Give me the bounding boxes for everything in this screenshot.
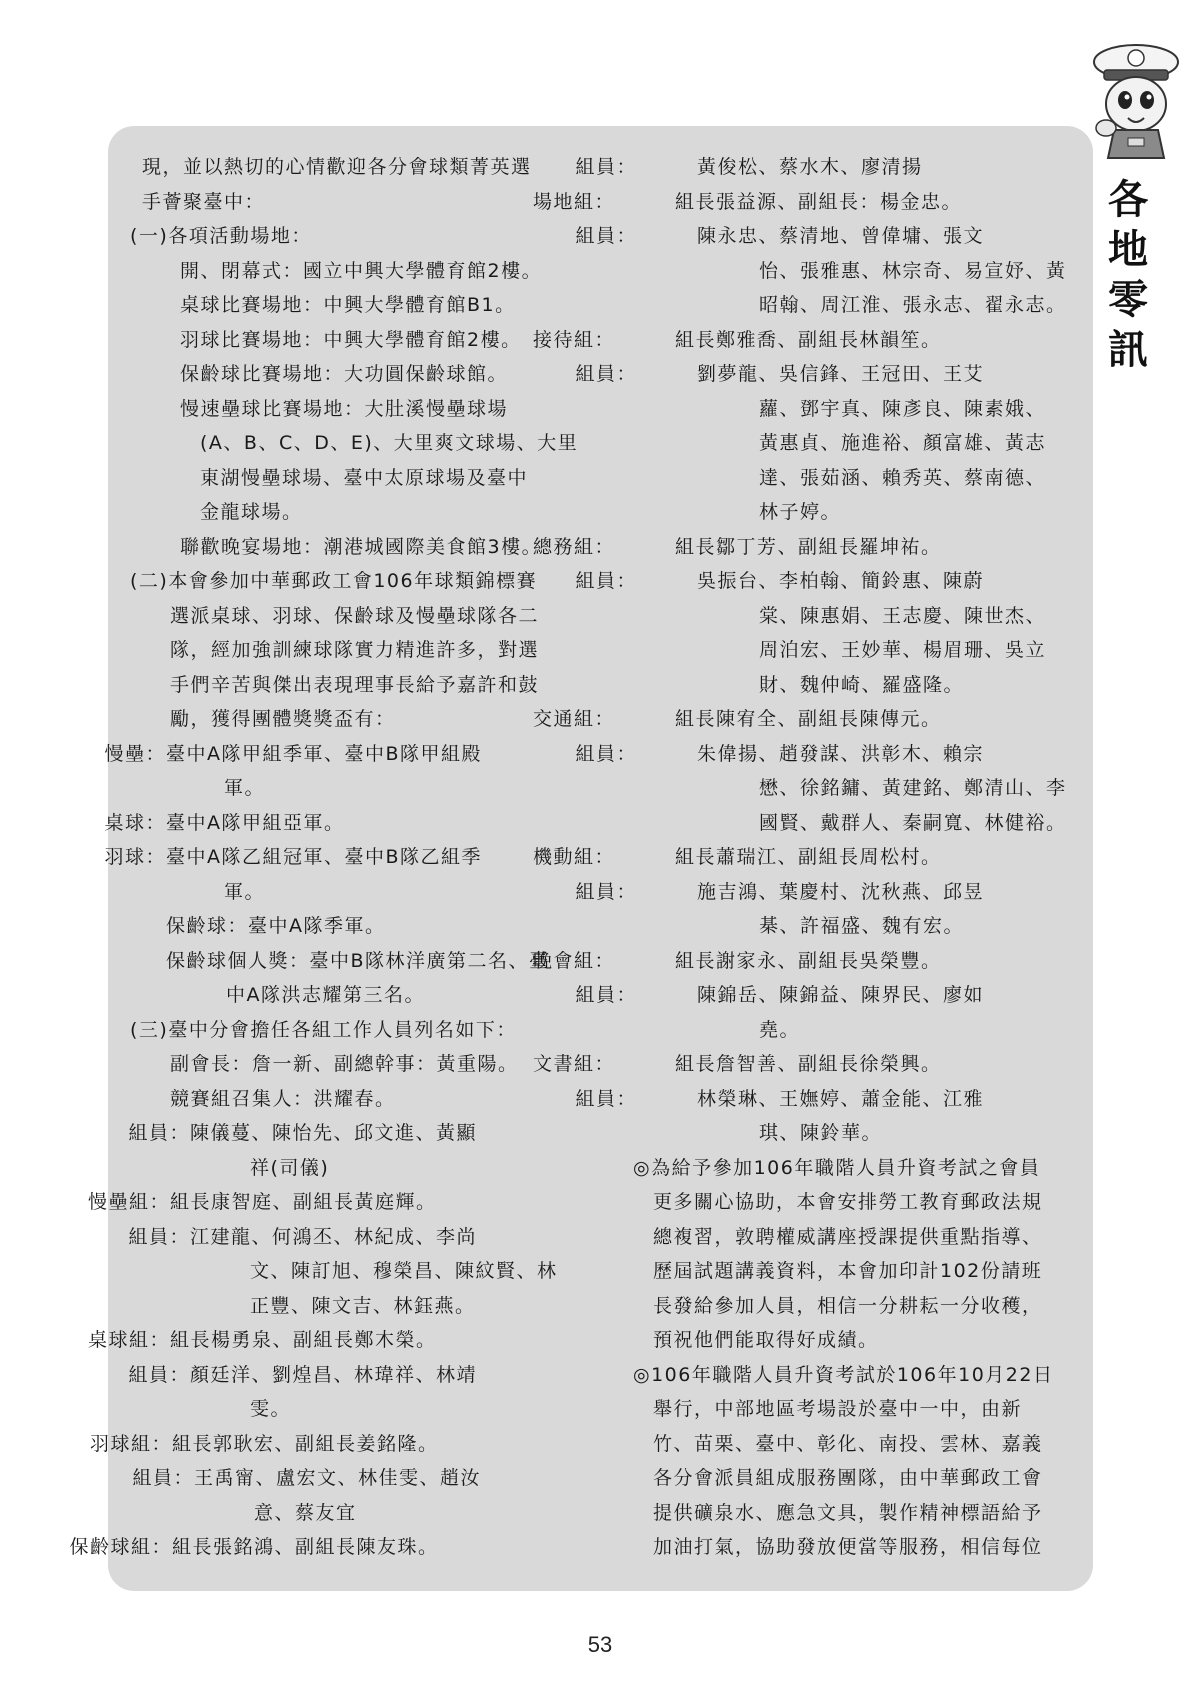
text-line bbox=[130, 323, 600, 358]
line-text: 歷屆試題講義資料，本會加印計102份請班 bbox=[653, 1260, 1043, 1282]
line-text: 吳振台、李柏翰、簡鈴惠、陳蔚 bbox=[697, 570, 985, 592]
text-line bbox=[130, 495, 600, 530]
text-line bbox=[615, 806, 1075, 841]
text-line bbox=[130, 1496, 600, 1531]
role-label: 桌球組： bbox=[87, 1329, 170, 1351]
text-line bbox=[575, 1082, 1075, 1117]
line-text: 黃俊松、蔡水木、廖清揚 bbox=[697, 156, 923, 178]
line-text: 施吉鴻、葉慶村、沈秋燕、邱昱 bbox=[697, 880, 985, 903]
line-text: 組長鄭雅喬、副組長林韻笙。 bbox=[675, 328, 942, 351]
role-label: 組員： bbox=[575, 225, 637, 247]
text-line bbox=[130, 909, 600, 944]
line-text: 金龍球場。 bbox=[200, 501, 303, 523]
text-line bbox=[130, 530, 600, 565]
line-text: 陳永忠、蔡清地、曾偉墉、張文 bbox=[697, 225, 985, 247]
text-line bbox=[575, 564, 1075, 599]
line-text: 長發給參加人員，相信一分耕耘一分收穫， bbox=[653, 1294, 1043, 1317]
line-text: 舉行，中部地區考場設於臺中一中，由新 bbox=[653, 1398, 1023, 1420]
text-line bbox=[130, 875, 600, 910]
line-text: 組長陳宥全、副組長陳傳元。 bbox=[675, 708, 942, 730]
role-label: 組員： bbox=[575, 156, 637, 178]
line-text: 臺中A隊甲組亞軍。 bbox=[166, 811, 345, 834]
text-line bbox=[130, 702, 600, 737]
role-label: 組員： bbox=[128, 1363, 190, 1386]
text-line bbox=[615, 633, 1075, 668]
line-text: 江建龍、何鴻丕、林紀成、李尚 bbox=[190, 1225, 478, 1248]
text-line bbox=[575, 737, 1075, 772]
line-text: 正豐、陳文吉、林鈺燕。 bbox=[250, 1294, 476, 1317]
text-line bbox=[575, 150, 1075, 185]
line-text: 劉夢龍、吳信鋒、王冠田、王艾 bbox=[697, 363, 985, 385]
text-line bbox=[615, 426, 1075, 461]
line-text: 羽球比賽場地：中興大學體育館2樓。 bbox=[180, 328, 522, 351]
line-text: 組長張益源、副組長：楊金忠。 bbox=[675, 190, 963, 213]
role-label: 組員： bbox=[575, 742, 637, 765]
page-number: 53 bbox=[587, 1632, 613, 1657]
line-text: ◎106年職階人員升資考試於106年10月22日 bbox=[633, 1363, 1054, 1386]
line-text: 文、陳訂旭、穆榮昌、陳紋賢、林 bbox=[250, 1260, 558, 1282]
line-text: 選派桌球、羽球、保齡球及慢壘球隊各二 bbox=[170, 604, 540, 627]
text-line bbox=[615, 1392, 1075, 1427]
text-line bbox=[130, 288, 600, 323]
line-text: 林子婷。 bbox=[759, 501, 842, 523]
text-line bbox=[615, 1254, 1075, 1289]
text-line bbox=[615, 1461, 1075, 1496]
role-label: 慢壘組： bbox=[87, 1191, 170, 1213]
line-text: 陳錦岳、陳錦益、陳界民、廖如 bbox=[697, 984, 985, 1006]
text-line bbox=[130, 1289, 600, 1324]
text-line bbox=[615, 392, 1075, 427]
line-text: 競賽組召集人：洪耀春。 bbox=[170, 1087, 396, 1110]
text-line bbox=[130, 633, 600, 668]
line-text: 中A隊洪志耀第三名。 bbox=[226, 984, 425, 1006]
line-text: 組長蕭瑞江、副組長周松村。 bbox=[675, 846, 942, 868]
text-line bbox=[615, 1116, 1075, 1151]
line-text: 財、魏仲崎、羅盛隆。 bbox=[759, 673, 965, 696]
line-text: (三)臺中分會擔任各組工作人員列名如下： bbox=[130, 1018, 517, 1041]
line-text: 預祝他們能取得好成績。 bbox=[653, 1329, 879, 1351]
role-label: 桌球： bbox=[104, 811, 166, 834]
text-line bbox=[532, 702, 1075, 737]
role-label: 慢壘： bbox=[104, 742, 166, 765]
text-line bbox=[615, 599, 1075, 634]
line-text: (二)本會參加中華郵政工會106年球類錦標賽 bbox=[130, 570, 538, 592]
line-text: 組長楊勇泉、副組長鄭木榮。 bbox=[170, 1329, 437, 1351]
line-text: 勵，獲得團體獎獎盃有： bbox=[170, 708, 396, 730]
line-text: 聯歡晚宴場地：潮港城國際美食館3樓。 bbox=[180, 535, 543, 558]
text-line bbox=[575, 219, 1075, 254]
line-text: 東湖慢壘球場、臺中太原球場及臺中 bbox=[200, 466, 529, 489]
section-title bbox=[1100, 175, 1156, 375]
line-text: 組長郭耿宏、副組長姜銘隆。 bbox=[172, 1432, 439, 1455]
role-label: 組員： bbox=[575, 570, 637, 592]
line-text: 怡、張雅惠、林宗奇、易宣妤、黃 bbox=[759, 259, 1067, 282]
text-line bbox=[130, 1461, 600, 1496]
role-label: 組員： bbox=[128, 1122, 190, 1144]
line-text: 隊，經加強訓練球隊實力精進許多，對選 bbox=[170, 639, 540, 661]
text-line bbox=[89, 1427, 600, 1462]
line-text: 林榮琳、王嫵婷、蕭金能、江雅 bbox=[697, 1087, 985, 1110]
line-text: 更多關心協助，本會安排勞工教育郵政法規 bbox=[653, 1191, 1043, 1213]
text-line bbox=[615, 254, 1075, 289]
line-text: 陳儀蔓、陳怡先、邱文進、黃顯 bbox=[190, 1122, 478, 1144]
text-line bbox=[130, 392, 600, 427]
line-text: 蘿、鄧宇真、陳彥良、陳素娥、 bbox=[759, 397, 1047, 420]
text-line bbox=[575, 357, 1075, 392]
line-text: 達、張茹涵、賴秀英、蔡南德、 bbox=[759, 466, 1047, 489]
line-text: 琪、陳鈴華。 bbox=[759, 1122, 883, 1144]
line-text: 手薈聚臺中： bbox=[142, 190, 266, 213]
line-text: 竹、苗栗、臺中、彰化、南投、雲林、嘉義 bbox=[653, 1432, 1043, 1455]
line-text: 現，並以熱切的心情歡迎各分會球類菁英選 bbox=[142, 156, 532, 178]
line-text: 雯。 bbox=[250, 1398, 292, 1420]
role-label: 晚會組： bbox=[532, 949, 615, 972]
text-line bbox=[532, 840, 1075, 875]
text-line bbox=[615, 288, 1075, 323]
line-text: 組長鄒丁芳、副組長羅坤祐。 bbox=[675, 535, 942, 558]
text-line bbox=[130, 185, 600, 220]
text-line bbox=[532, 185, 1075, 220]
role-label: 場地組： bbox=[532, 190, 615, 213]
section-title-char: 訊 bbox=[1108, 326, 1148, 373]
text-line bbox=[615, 1323, 1075, 1358]
text-line bbox=[615, 1496, 1075, 1531]
text-line bbox=[575, 875, 1075, 910]
text-line bbox=[532, 323, 1075, 358]
text-line bbox=[615, 909, 1075, 944]
text-line bbox=[130, 357, 600, 392]
role-label: 組員： bbox=[132, 1467, 194, 1489]
line-text: (一)各項活動場地： bbox=[130, 225, 312, 247]
role-label: 羽球： bbox=[104, 846, 166, 868]
text-line bbox=[532, 1047, 1075, 1082]
role-label: 組員： bbox=[575, 363, 637, 385]
line-text: 手們辛苦與傑出表現理事長給予嘉許和鼓 bbox=[170, 673, 540, 696]
text-line bbox=[87, 1323, 600, 1358]
line-text: 朱偉揚、趙發謀、洪彰木、賴宗 bbox=[697, 742, 985, 765]
text-line bbox=[130, 1392, 600, 1427]
line-text: 保齡球比賽場地：大功圓保齡球館。 bbox=[180, 363, 509, 385]
role-label: 總務組： bbox=[532, 535, 615, 558]
role-label: 保齡球組： bbox=[69, 1536, 172, 1558]
text-line bbox=[615, 1151, 1075, 1186]
text-line bbox=[615, 461, 1075, 496]
line-text: 組長張銘鴻、副組長陳友珠。 bbox=[172, 1536, 439, 1558]
line-text: 國賢、戴群人、秦嗣寬、林健裕。 bbox=[759, 811, 1067, 834]
text-line bbox=[532, 944, 1075, 979]
text-line bbox=[615, 1220, 1075, 1255]
text-line bbox=[130, 1220, 600, 1255]
line-text: 各分會派員組成服務團隊，由中華郵政工會 bbox=[653, 1467, 1043, 1489]
text-line bbox=[87, 1185, 600, 1220]
section-title-char: 零 bbox=[1108, 276, 1148, 323]
section-title-char: 地 bbox=[1108, 226, 1148, 273]
line-text: 顏廷洋、劉煌昌、林瑋祥、林靖 bbox=[190, 1363, 478, 1386]
line-text: 懋、徐銘鏞、黃建銘、鄭清山、李 bbox=[759, 777, 1067, 799]
line-text: 提供礦泉水、應急文具，製作精神標語給予 bbox=[653, 1501, 1043, 1524]
text-line bbox=[615, 668, 1075, 703]
text-line bbox=[615, 1530, 1075, 1565]
line-text: 保齡球：臺中A隊季軍。 bbox=[166, 915, 386, 937]
role-label: 交通組： bbox=[532, 708, 615, 730]
line-text: 總複習，敦聘權威講座授課提供重點指導、 bbox=[653, 1225, 1043, 1248]
text-line bbox=[532, 530, 1075, 565]
text-line bbox=[130, 461, 600, 496]
text-line bbox=[130, 1082, 600, 1117]
text-line bbox=[615, 1185, 1075, 1220]
line-text: 保齡球個人獎：臺中B隊林洋廣第二名、臺 bbox=[166, 949, 550, 972]
role-label: 接待組： bbox=[532, 328, 615, 351]
role-label: 組員： bbox=[575, 984, 637, 1006]
line-text: 開、閉幕式：國立中興大學體育館2樓。 bbox=[180, 259, 543, 282]
text-line bbox=[615, 1289, 1075, 1324]
line-text: 黃惠貞、施進裕、顏富雄、黃志 bbox=[759, 432, 1047, 454]
line-text: (A、B、C、D、E)、大里爽文球場、大里 bbox=[200, 432, 579, 454]
line-text: 意、蔡友宜 bbox=[254, 1501, 357, 1524]
line-text: 慢速壘球比賽場地：大肚溪慢壘球場 bbox=[180, 397, 509, 420]
text-line bbox=[130, 1358, 600, 1393]
text-line bbox=[130, 978, 600, 1013]
line-text: 祥(司儀) bbox=[250, 1156, 330, 1179]
text-line bbox=[130, 668, 600, 703]
line-text: 加油打氣，協助發放便當等服務，相信每位 bbox=[653, 1536, 1043, 1558]
role-label: 羽球組： bbox=[89, 1432, 172, 1455]
text-line bbox=[130, 564, 600, 599]
text-line bbox=[615, 771, 1075, 806]
text-line bbox=[104, 806, 600, 841]
line-text: 棊、許福盛、魏有宏。 bbox=[759, 915, 965, 937]
text-line bbox=[104, 840, 600, 875]
text-line bbox=[130, 1047, 600, 1082]
line-text: 臺中A隊乙組冠軍、臺中B隊乙組季 bbox=[166, 846, 483, 868]
line-text: 臺中A隊甲組季軍、臺中B隊甲組殿 bbox=[166, 742, 483, 765]
text-line bbox=[130, 944, 600, 979]
text-line bbox=[615, 1427, 1075, 1462]
role-label: 組員： bbox=[575, 1087, 637, 1110]
line-text: 組長詹智善、副組長徐榮興。 bbox=[675, 1053, 942, 1075]
line-text: 副會長：詹一新、副總幹事：黃重陽。 bbox=[170, 1053, 519, 1075]
line-text: 軍。 bbox=[224, 880, 266, 903]
text-line bbox=[130, 219, 600, 254]
text-line bbox=[130, 771, 600, 806]
line-text: 棠、陳惠娟、王志慶、陳世杰、 bbox=[759, 604, 1047, 627]
role-label: 機動組： bbox=[532, 846, 615, 868]
left-column bbox=[69, 150, 600, 1565]
text-line bbox=[130, 254, 600, 289]
line-text: 昭翰、周江淮、張永志、翟永志。 bbox=[759, 294, 1067, 316]
text-line bbox=[615, 1013, 1075, 1048]
line-text: ◎為給予參加106年職階人員升資考試之會員 bbox=[633, 1156, 1041, 1179]
text-line bbox=[130, 426, 600, 461]
text-line bbox=[615, 1358, 1075, 1393]
role-label: 組員： bbox=[575, 880, 637, 903]
mascot-icon bbox=[1080, 38, 1190, 163]
line-text: 周泊宏、王妙華、楊眉珊、吳立 bbox=[759, 639, 1047, 661]
text-line bbox=[130, 599, 600, 634]
text-line bbox=[130, 1013, 600, 1048]
line-text: 組長康智庭、副組長黃庭輝。 bbox=[170, 1191, 437, 1213]
line-text: 軍。 bbox=[224, 777, 266, 799]
role-label: 文書組： bbox=[532, 1053, 615, 1075]
text-line bbox=[130, 150, 600, 185]
text-line bbox=[69, 1530, 600, 1565]
text-line bbox=[130, 1116, 600, 1151]
section-title-char: 各 bbox=[1108, 176, 1148, 223]
right-column bbox=[532, 150, 1075, 1565]
text-line bbox=[615, 495, 1075, 530]
line-text: 桌球比賽場地：中興大學體育館B1。 bbox=[180, 294, 516, 316]
line-text: 組長謝家永、副組長吳榮豐。 bbox=[675, 949, 942, 972]
text-line bbox=[130, 1254, 600, 1289]
line-text: 堯。 bbox=[759, 1018, 801, 1041]
line-text: 王禹甯、盧宏文、林佳雯、趙汝 bbox=[194, 1467, 482, 1489]
role-label: 組員： bbox=[128, 1225, 190, 1248]
text-line bbox=[104, 737, 600, 772]
text-line bbox=[130, 1151, 600, 1186]
text-line bbox=[575, 978, 1075, 1013]
